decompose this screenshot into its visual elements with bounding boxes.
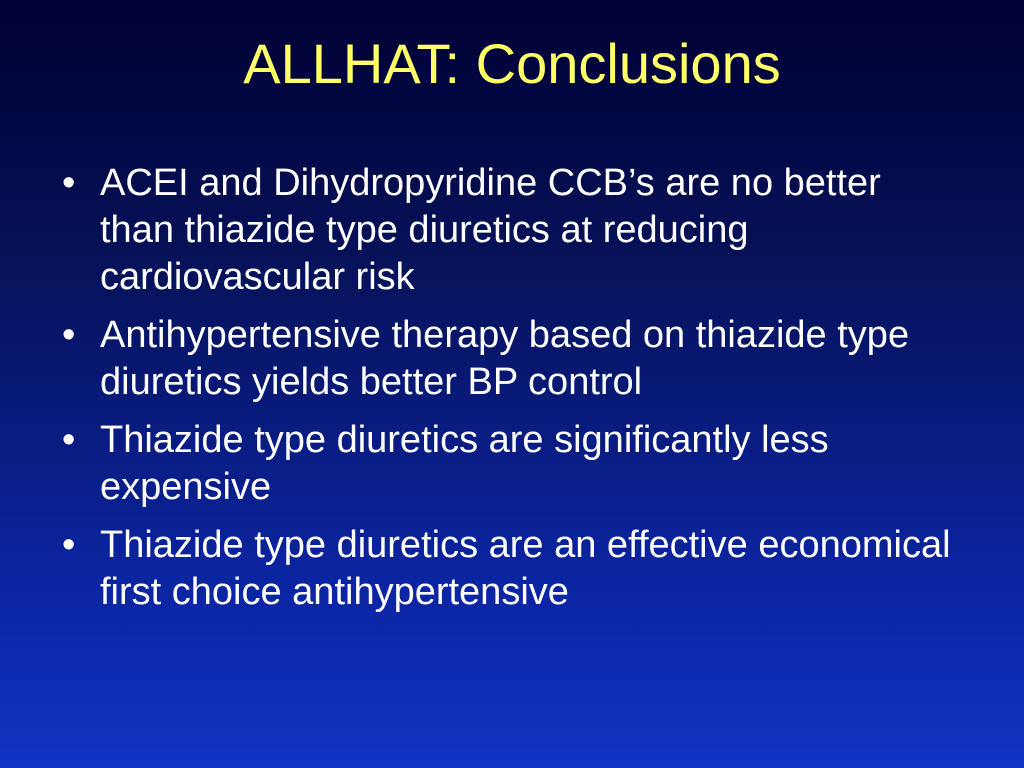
list-item xyxy=(56,522,956,616)
bullet-text: Antihypertensive therapy based on thiazide type diuretics yields better BP control xyxy=(100,314,910,403)
bullet-icon: • xyxy=(62,419,76,461)
bullet-text: Thiazide type diuretics are an effective economical first choice antihypertensive xyxy=(100,524,951,613)
bullet-icon: • xyxy=(62,314,76,356)
bullet-text: ACEI and Dihydropyridine CCB’s are no better than thiazide type diuretics at reducing cardiovascular risk xyxy=(100,162,881,298)
slide-title: ALLHAT: Conclusions xyxy=(243,32,781,95)
list-item xyxy=(56,160,956,301)
bullet-icon: • xyxy=(62,162,76,204)
list-item xyxy=(56,312,956,406)
bullet-icon: • xyxy=(62,524,76,566)
list-item xyxy=(56,417,956,511)
bullet-text: Thiazide type diuretics are significantly less expensive xyxy=(100,419,829,508)
bullet-list xyxy=(56,160,956,627)
